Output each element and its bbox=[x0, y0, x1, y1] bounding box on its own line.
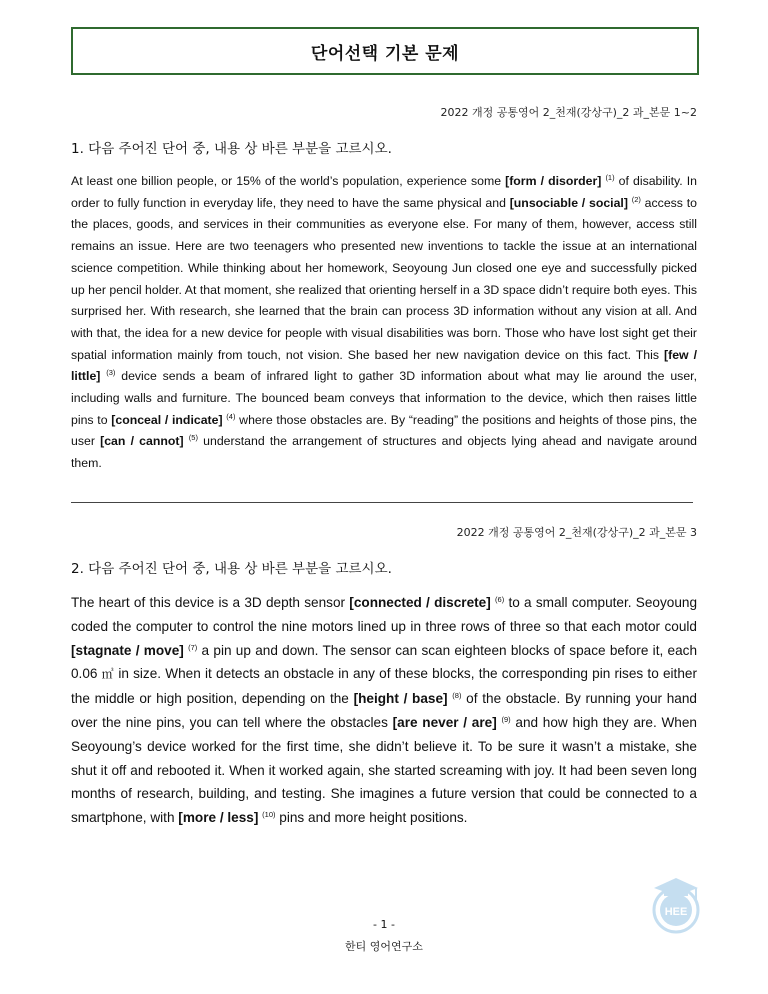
q1-choice-4: [conceal / indicate] bbox=[111, 412, 223, 427]
page-number: - 1 - bbox=[373, 918, 395, 931]
q2-text-7: pins and more height positions. bbox=[275, 810, 468, 826]
q2-text-2: to a small computer. Seoyoung coded the computer to control the nine motors lined up in three rows of three so that each motor could bbox=[71, 595, 697, 634]
q1-number-1: (1) bbox=[605, 173, 615, 182]
q2-prompt: 2. 다음 주어진 단어 중, 내용 상 바른 부분을 고르시오. bbox=[71, 561, 392, 577]
q2-text-6: and how high they are. When Seoyoung’s device worked for the first time, she didn’t believe it. To be sure it wasn’t a mistake, she shut it off and rebooted it. When it worked again, she started screaming with joy. It had been seven long months of research, building, and testing. She imagines a future version that could be connected to a smartphone, with bbox=[71, 714, 697, 826]
q2-number-1: (6) bbox=[495, 595, 505, 604]
q2-choice-5: [more / less] bbox=[178, 810, 259, 826]
q2-text-5: of the obstacle. By running your hand over the nine pins, you can tell where the obstacles bbox=[71, 691, 697, 730]
q2-number-4: (9) bbox=[501, 714, 511, 724]
q1-prompt: 1. 다음 주어진 단어 중, 내용 상 바른 부분을 고르시오. bbox=[71, 141, 392, 157]
q2-choice-4: [are never / are] bbox=[392, 714, 497, 730]
q2-choice-2: [stagnate / move] bbox=[71, 642, 184, 658]
q1-text-4: device sends a beam of infrared light to gather 3D information about what may lie around the user, including walls and furniture. The bounced beam conveys that information to the device, which then raises little pins to bbox=[71, 369, 697, 427]
q1-text-3: access to the places, goods, and services in their communities as everyone else. For many of them, however, access still remains an issue. Here are two teenagers who presented new inventions to tackle the issue at an international science competition. While thinking about her homework, Seoyoung Jun closed one eye and successfully picked up her pencil holder. At that moment, she realized that orienting herself in a 3D space didn’t require both eyes. This surprised her. With research, she learned that the brain can process 3D information without any vision at all. And with that, the idea for a new device for people with visual disabilities was born. Those who have lost sight get their spatial information mainly from touch, not vision. She based her new navigation device on this fact. This bbox=[71, 195, 697, 362]
q2-text-4: in size. When it detects an obstacle in any of these blocks, the corresponding pin rises to either the middle or high position, depending on the bbox=[71, 666, 697, 707]
q1-number-4: (4) bbox=[226, 411, 236, 421]
q1-choice-1: [form / disorder] bbox=[505, 174, 602, 188]
hee-logo-icon bbox=[648, 876, 704, 936]
cubic-meter-unit: ㎥ bbox=[101, 667, 115, 682]
separator-line bbox=[71, 502, 693, 503]
page-title: 단어선택 기본 문제 bbox=[310, 43, 460, 64]
footer-institute: 한티 영어연구소 bbox=[345, 940, 423, 953]
q2-choice-1: [connected / discrete] bbox=[349, 595, 491, 610]
q1-text-2: of disability. In order to fully function in everyday life, they need to have the same physical and bbox=[71, 174, 697, 210]
q1-text-6: understand the arrangement of structures and objects lying ahead and navigate around them. bbox=[71, 434, 698, 471]
q2-text-3: a pin up and down. The sensor can scan eighteen blocks of space before it, each 0.06 bbox=[71, 642, 698, 682]
q1-passage bbox=[71, 171, 697, 475]
q2-source: 2022 개정 공통영어 2_천재(강상구)_2 과_본문 3 bbox=[456, 526, 697, 539]
q2-number-3: (8) bbox=[452, 691, 462, 701]
q2-number-2: (7) bbox=[188, 642, 198, 652]
q2-number-5: (10) bbox=[262, 810, 276, 820]
q1-choice-2: [unsociable / social] bbox=[509, 195, 628, 210]
logo-text: HEE bbox=[664, 906, 688, 918]
q2-passage bbox=[71, 591, 697, 830]
q1-choice-5: [can / cannot] bbox=[100, 434, 184, 449]
q2-choice-3: [height / base] bbox=[353, 691, 448, 707]
q1-number-5: (5) bbox=[188, 433, 198, 443]
q1-choice-3: [few / little] bbox=[71, 347, 697, 384]
title-box bbox=[71, 27, 699, 75]
q2-text-1: The heart of this device is a 3D depth sensor bbox=[71, 595, 350, 610]
q1-number-2: (2) bbox=[631, 194, 641, 204]
q1-number-3: (3) bbox=[106, 368, 116, 378]
q1-text-5: where those obstacles are. By “reading” the positions and heights of those pins, the user bbox=[71, 412, 698, 449]
q1-source: 2022 개정 공통영어 2_천재(강상구)_2 과_본문 1~2 bbox=[440, 106, 697, 119]
q1-text-1: At least one billion people, or 15% of the world’s population, experience some bbox=[71, 174, 506, 188]
